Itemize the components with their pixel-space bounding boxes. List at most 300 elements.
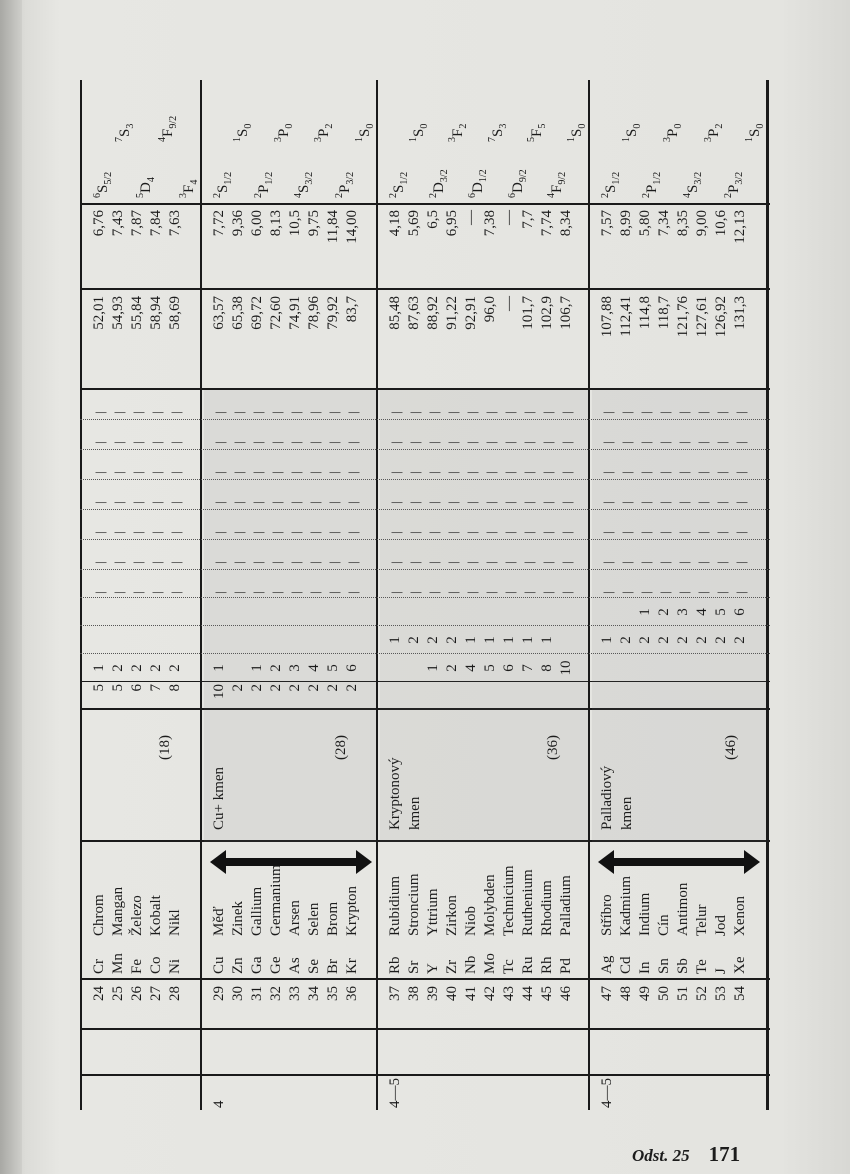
term-j: 0 bbox=[243, 123, 255, 129]
column-n4 bbox=[598, 600, 750, 624]
cell-n3: 2 bbox=[425, 636, 441, 644]
dash-mark: | bbox=[657, 441, 672, 444]
dash-mark: | bbox=[212, 471, 227, 474]
term-letter: P bbox=[316, 128, 333, 137]
cell-mass: 55,84 bbox=[129, 296, 145, 330]
term-multiplicity: 4 bbox=[546, 193, 558, 198]
cell-n1: 6 bbox=[129, 684, 145, 692]
dash-mark: | bbox=[502, 531, 517, 534]
dash-mark: | bbox=[464, 531, 479, 534]
cell-name: Antimon bbox=[675, 882, 691, 936]
dash-mark: | bbox=[231, 561, 246, 564]
dash-mark: | bbox=[540, 591, 555, 594]
dash-mark: | bbox=[92, 561, 107, 564]
dash-mark: | bbox=[600, 411, 615, 414]
dash-mark: | bbox=[269, 531, 284, 534]
cell-mass: 114,8 bbox=[637, 296, 653, 330]
dash-mark: | bbox=[269, 411, 284, 414]
core-sublabel: kmen bbox=[619, 796, 635, 830]
cell-n4 bbox=[324, 600, 343, 624]
cell-n1 bbox=[674, 684, 693, 708]
cell-mass: — bbox=[501, 296, 517, 311]
dash-mark: | bbox=[288, 471, 303, 474]
term-multiplicity: 2 bbox=[388, 193, 399, 198]
dash-mark: | bbox=[733, 591, 748, 594]
cell-ion: 10,5 bbox=[287, 210, 303, 237]
cell-name: Gallium bbox=[249, 886, 265, 936]
cell-sym: Zn bbox=[230, 957, 246, 974]
dash-mark: | bbox=[521, 501, 536, 504]
cell-z: 40 bbox=[444, 986, 460, 1001]
cell-sym: Ge bbox=[268, 956, 284, 974]
term-multiplicity: 7 bbox=[486, 137, 498, 142]
cell-name: Ruthenium bbox=[520, 869, 536, 936]
dash-mark: | bbox=[733, 441, 748, 444]
dash-mark: | bbox=[407, 471, 422, 474]
cell-sym: Y bbox=[425, 963, 441, 974]
spectral-term bbox=[447, 124, 469, 142]
column-n3 bbox=[386, 628, 576, 652]
term-j: 1/2 bbox=[478, 169, 490, 183]
term-letter: S bbox=[747, 128, 763, 137]
cell-n4: 3 bbox=[675, 608, 691, 616]
term-letter: S bbox=[296, 184, 313, 193]
column-n1 bbox=[598, 684, 750, 708]
cell-n4 bbox=[443, 600, 462, 624]
cell-name: Cín bbox=[656, 914, 672, 936]
cell-n2 bbox=[229, 656, 248, 680]
term-multiplicity: 5 bbox=[135, 193, 146, 198]
cell-name: Rubidium bbox=[387, 875, 403, 936]
element-group bbox=[204, 80, 376, 1110]
dash-mark: | bbox=[130, 411, 145, 414]
cell-n1: 8 bbox=[167, 684, 183, 692]
term-j: 1/2 bbox=[652, 171, 664, 185]
dash-mark: | bbox=[326, 531, 341, 534]
term-letter: P bbox=[255, 184, 272, 193]
dash-mark: | bbox=[502, 441, 517, 444]
cell-n2 bbox=[693, 656, 712, 680]
dash-mark: | bbox=[269, 561, 284, 564]
cell-ion: — bbox=[501, 210, 517, 225]
column-n2 bbox=[598, 656, 750, 680]
cell-name: Mangan bbox=[110, 886, 126, 936]
term-letter: F bbox=[450, 128, 467, 137]
term-multiplicity: 3 bbox=[661, 137, 673, 142]
term-letter: F bbox=[159, 128, 176, 137]
dash-mark: | bbox=[426, 591, 441, 594]
spectral-term bbox=[354, 124, 376, 142]
dash-mark: | bbox=[345, 561, 360, 564]
cell-n2: 2 bbox=[110, 664, 126, 672]
cell-sym: Rh bbox=[539, 956, 555, 974]
dash-mark: | bbox=[111, 561, 126, 564]
cell-n4: 6 bbox=[732, 608, 748, 616]
period-label: 4 bbox=[211, 1100, 227, 1108]
dash-mark: | bbox=[345, 591, 360, 594]
dash-mark: | bbox=[130, 591, 145, 594]
spectral-term bbox=[566, 124, 588, 142]
term-multiplicity: 1 bbox=[232, 137, 244, 142]
term-j: 0 bbox=[755, 123, 766, 129]
cell-sym: Mn bbox=[110, 953, 126, 974]
dash-mark: | bbox=[407, 531, 422, 534]
cell-mass: 78,96 bbox=[306, 296, 322, 330]
term-multiplicity: 2 bbox=[427, 193, 439, 198]
cell-ion: 7,84 bbox=[148, 210, 164, 237]
cell-n3 bbox=[286, 628, 305, 652]
dash-mark: | bbox=[676, 531, 691, 534]
cell-ion: 7,34 bbox=[656, 210, 672, 237]
cell-z: 46 bbox=[558, 986, 574, 1001]
term-j: 0 bbox=[418, 123, 430, 129]
cell-n1 bbox=[636, 684, 655, 708]
dash-mark: | bbox=[269, 441, 284, 444]
dash-mark: | bbox=[619, 411, 634, 414]
term-multiplicity: 3 bbox=[178, 193, 189, 198]
dash-mark: | bbox=[464, 441, 479, 444]
spectral-term bbox=[408, 124, 430, 142]
dash-mark: | bbox=[231, 411, 246, 414]
cell-n4 bbox=[109, 600, 128, 624]
cell-n4 bbox=[90, 600, 109, 624]
dash-mark: | bbox=[483, 411, 498, 414]
dash-mark: | bbox=[231, 501, 246, 504]
cell-sym: Ga bbox=[249, 956, 265, 974]
column-ion bbox=[210, 210, 362, 286]
group-separator-3 bbox=[588, 80, 590, 1110]
dash-mark: | bbox=[326, 591, 341, 594]
cell-mass: 58,69 bbox=[167, 296, 183, 330]
dash-mark: | bbox=[426, 441, 441, 444]
cell-name: Zirkon bbox=[444, 895, 460, 936]
double-arrow-cu-group bbox=[208, 842, 374, 882]
cell-z: 26 bbox=[129, 986, 145, 1001]
cell-name: Kobalt bbox=[148, 895, 164, 936]
dash-mark: | bbox=[695, 411, 710, 414]
cell-n4 bbox=[128, 600, 147, 624]
cell-sym: Fe bbox=[129, 959, 145, 974]
cell-z: 34 bbox=[306, 986, 322, 1001]
cell-mass: 87,63 bbox=[406, 296, 422, 330]
cell-n2: 10 bbox=[558, 660, 574, 676]
cell-mass: 112,41 bbox=[618, 296, 634, 337]
term-j: 0 bbox=[631, 123, 643, 129]
dash-mark: | bbox=[695, 531, 710, 534]
spectral-term bbox=[600, 172, 622, 198]
dash-mark: | bbox=[540, 471, 555, 474]
dash-mark: | bbox=[464, 411, 479, 414]
term-multiplicity: 6 bbox=[92, 193, 103, 198]
dash-mark: | bbox=[676, 411, 691, 414]
cell-n2: 4 bbox=[306, 664, 322, 672]
cell-ion: 7,43 bbox=[110, 210, 126, 237]
cell-n4 bbox=[500, 600, 519, 624]
cell-ion: 7,72 bbox=[211, 210, 227, 237]
cell-ion: 8,99 bbox=[618, 210, 634, 237]
dash-mark: | bbox=[388, 531, 403, 534]
cell-mass: 106,7 bbox=[558, 296, 574, 330]
dash-mark: | bbox=[345, 441, 360, 444]
cell-name: Yttrium bbox=[425, 888, 441, 936]
cell-ion: 4,18 bbox=[387, 210, 403, 237]
section-reference: Odst. 25 bbox=[632, 1146, 690, 1165]
column-mass bbox=[210, 296, 362, 386]
term-j: 1/2 bbox=[611, 171, 622, 185]
dash-mark: | bbox=[714, 411, 729, 414]
column-n2 bbox=[386, 656, 576, 680]
term-letter: S bbox=[569, 128, 585, 137]
cell-mass: 58,94 bbox=[148, 296, 164, 330]
dash-mark: | bbox=[657, 411, 672, 414]
column-name bbox=[386, 844, 576, 936]
term-letter: D bbox=[509, 182, 526, 193]
cell-n1: 2 bbox=[268, 684, 284, 692]
dash-mark: | bbox=[540, 411, 555, 414]
term-multiplicity: 5 bbox=[526, 137, 538, 142]
dash-mark: | bbox=[521, 591, 536, 594]
dash-mark: | bbox=[521, 561, 536, 564]
double-arrow-ag-group bbox=[596, 842, 762, 882]
dash-mark: | bbox=[250, 531, 265, 534]
core-electron-count: (18) bbox=[157, 735, 173, 760]
dash-mark: | bbox=[111, 591, 126, 594]
term-multiplicity: 6 bbox=[467, 193, 479, 198]
cell-ion: 10,6 bbox=[713, 210, 729, 237]
cell-z: 38 bbox=[406, 986, 422, 1001]
column-z bbox=[598, 986, 750, 1026]
column-n2 bbox=[210, 656, 362, 680]
cell-ion: 6,95 bbox=[444, 210, 460, 237]
spectral-term bbox=[487, 124, 509, 142]
period-label: 4—5 bbox=[387, 1078, 403, 1108]
column-n1 bbox=[210, 684, 362, 708]
dash-mark: | bbox=[307, 411, 322, 414]
column-sym bbox=[210, 934, 362, 974]
cell-mass: 101,7 bbox=[520, 296, 536, 330]
cell-sym: J bbox=[713, 968, 729, 974]
term-multiplicity: 1 bbox=[407, 137, 419, 142]
column-n2 bbox=[90, 656, 185, 680]
cell-z: 49 bbox=[637, 986, 653, 1001]
dash-mark: | bbox=[540, 561, 555, 564]
spectral-term bbox=[232, 124, 254, 142]
term-multiplicity: 2 bbox=[600, 193, 611, 198]
cell-z: 28 bbox=[167, 986, 183, 1001]
cell-n2: 1 bbox=[425, 664, 441, 672]
dash-mark: | bbox=[149, 561, 164, 564]
dash-mark: | bbox=[388, 411, 403, 414]
column-n3 bbox=[210, 628, 362, 652]
dash-mark: | bbox=[92, 471, 107, 474]
dash-mark: | bbox=[168, 501, 183, 504]
cell-sym: Cr bbox=[91, 959, 107, 974]
cell-sym: Ru bbox=[520, 956, 536, 974]
cell-z: 37 bbox=[387, 986, 403, 1001]
term-j: 3/2 bbox=[344, 171, 356, 185]
spectral-term bbox=[526, 124, 548, 142]
term-j: 9/2 bbox=[517, 169, 529, 183]
term-letter: D bbox=[470, 182, 487, 193]
cell-mass: 85,48 bbox=[387, 296, 403, 330]
cell-n2 bbox=[598, 656, 617, 680]
dash-mark: | bbox=[657, 531, 672, 534]
spectral-term bbox=[621, 124, 643, 142]
cell-sym: Cu bbox=[211, 956, 227, 974]
cell-z: 51 bbox=[675, 986, 691, 1001]
dash-mark: | bbox=[407, 591, 422, 594]
term-multiplicity: 1 bbox=[354, 137, 365, 142]
dash-mark: | bbox=[445, 561, 460, 564]
cell-n3: 2 bbox=[713, 636, 729, 644]
cell-n4 bbox=[519, 600, 538, 624]
core-label: Palladiový bbox=[599, 765, 615, 830]
cell-mass: 91,22 bbox=[444, 296, 460, 330]
cell-name: Rhodium bbox=[539, 880, 555, 936]
dash-mark: | bbox=[307, 591, 322, 594]
term-j: 0 bbox=[672, 123, 684, 129]
cell-ion: 8,35 bbox=[675, 210, 691, 237]
term-multiplicity: 2 bbox=[641, 193, 653, 198]
cell-mass: 65,38 bbox=[230, 296, 246, 330]
dash-mark: | bbox=[269, 591, 284, 594]
term-multiplicity: 3 bbox=[272, 137, 284, 142]
cell-name: Zinek bbox=[230, 901, 246, 936]
dash-mark: | bbox=[638, 411, 653, 414]
cell-n4 bbox=[386, 600, 405, 624]
group-separator-2 bbox=[376, 80, 378, 1110]
dash-mark: | bbox=[111, 501, 126, 504]
term-multiplicity: 3 bbox=[702, 137, 714, 142]
dash-mark: | bbox=[540, 501, 555, 504]
cell-n3 bbox=[229, 628, 248, 652]
dash-mark: | bbox=[307, 471, 322, 474]
cell-n1 bbox=[500, 684, 519, 708]
dash-mark: | bbox=[149, 471, 164, 474]
spectral-term bbox=[682, 172, 704, 198]
cell-sym: Co bbox=[148, 956, 164, 974]
dash-mark: | bbox=[92, 411, 107, 414]
term-multiplicity: 1 bbox=[744, 137, 755, 142]
cell-z: 30 bbox=[230, 986, 246, 1001]
page-footer bbox=[632, 1142, 740, 1167]
cell-n2 bbox=[386, 656, 405, 680]
cell-mass: 127,61 bbox=[694, 296, 710, 338]
dash-mark: | bbox=[345, 411, 360, 414]
dash-mark: | bbox=[657, 561, 672, 564]
spectral-term bbox=[157, 116, 179, 142]
dash-mark: | bbox=[540, 441, 555, 444]
cell-z: 35 bbox=[325, 986, 341, 1001]
cell-z: 45 bbox=[539, 986, 555, 1001]
term-letter: F bbox=[529, 128, 546, 137]
dash-mark: | bbox=[676, 471, 691, 474]
term-multiplicity: 3 bbox=[447, 137, 459, 142]
spectral-term bbox=[313, 124, 335, 142]
dash-mark: | bbox=[638, 531, 653, 534]
cell-sym: Zr bbox=[444, 959, 460, 974]
cell-n2: 1 bbox=[249, 664, 265, 672]
dash-mark: | bbox=[559, 471, 574, 474]
dash-mark: | bbox=[521, 441, 536, 444]
dash-mark: | bbox=[168, 591, 183, 594]
dash-mark: | bbox=[714, 471, 729, 474]
term-multiplicity: 2 bbox=[252, 193, 264, 198]
cell-ion: 9,36 bbox=[230, 210, 246, 237]
cell-name: Krypton bbox=[344, 886, 360, 936]
cell-n3: 2 bbox=[656, 636, 672, 644]
dash-mark: | bbox=[502, 561, 517, 564]
spectral-term bbox=[212, 172, 234, 198]
dash-mark: | bbox=[502, 501, 517, 504]
dash-mark: | bbox=[445, 441, 460, 444]
dash-mark: | bbox=[307, 561, 322, 564]
cell-n4: 5 bbox=[713, 608, 729, 616]
column-z bbox=[210, 986, 362, 1026]
cell-n4 bbox=[405, 600, 424, 624]
dash-mark: | bbox=[559, 501, 574, 504]
dash-mark: | bbox=[388, 501, 403, 504]
dash-mark: | bbox=[92, 591, 107, 594]
cell-ion: 7,63 bbox=[167, 210, 183, 237]
spectral-term bbox=[641, 172, 663, 198]
dash-mark: | bbox=[676, 441, 691, 444]
term-j: 0 bbox=[365, 123, 376, 129]
cell-mass: 118,7 bbox=[656, 296, 672, 330]
cell-n1 bbox=[731, 684, 750, 708]
cell-n1: 5 bbox=[91, 684, 107, 692]
dash-mark: | bbox=[111, 441, 126, 444]
dash-mark: | bbox=[326, 561, 341, 564]
cell-mass: 102,9 bbox=[539, 296, 555, 330]
dash-mark: | bbox=[483, 501, 498, 504]
cell-mass: 52,01 bbox=[91, 296, 107, 330]
dash-mark: | bbox=[695, 501, 710, 504]
core-label: Cu+ kmen bbox=[211, 766, 227, 830]
column-n4 bbox=[386, 600, 576, 624]
cell-name: Arsen bbox=[287, 900, 303, 936]
spectral-term bbox=[388, 172, 410, 198]
cell-n2: 5 bbox=[325, 664, 341, 672]
dash-mark: | bbox=[149, 441, 164, 444]
term-letter: P bbox=[726, 184, 743, 193]
dash-mark: | bbox=[388, 471, 403, 474]
dash-mark: | bbox=[445, 501, 460, 504]
cell-mass: 92,91 bbox=[463, 296, 479, 330]
dash-mark: | bbox=[483, 441, 498, 444]
dash-mark: | bbox=[714, 531, 729, 534]
term-letter: D bbox=[138, 182, 154, 193]
cell-sym: Br bbox=[325, 959, 341, 974]
cell-n2: 1 bbox=[91, 664, 107, 672]
spectral-term bbox=[467, 169, 489, 198]
term-j: 3 bbox=[124, 123, 136, 129]
dash-mark: | bbox=[111, 531, 126, 534]
dash-mark: | bbox=[521, 531, 536, 534]
dash-mark: | bbox=[168, 411, 183, 414]
cell-ion: 12,13 bbox=[732, 210, 748, 244]
cell-name: Stříbro bbox=[599, 894, 615, 936]
cell-ion: 7,57 bbox=[599, 210, 615, 237]
cell-ion: 14,00 bbox=[344, 210, 360, 244]
spectral-term bbox=[723, 172, 745, 198]
dash-mark: | bbox=[619, 441, 634, 444]
cell-n3: 2 bbox=[406, 636, 422, 644]
cell-n4 bbox=[229, 600, 248, 624]
cell-ion: 6,5 bbox=[425, 210, 441, 229]
dash-mark: | bbox=[600, 561, 615, 564]
cell-name: Kadmium bbox=[618, 876, 634, 936]
